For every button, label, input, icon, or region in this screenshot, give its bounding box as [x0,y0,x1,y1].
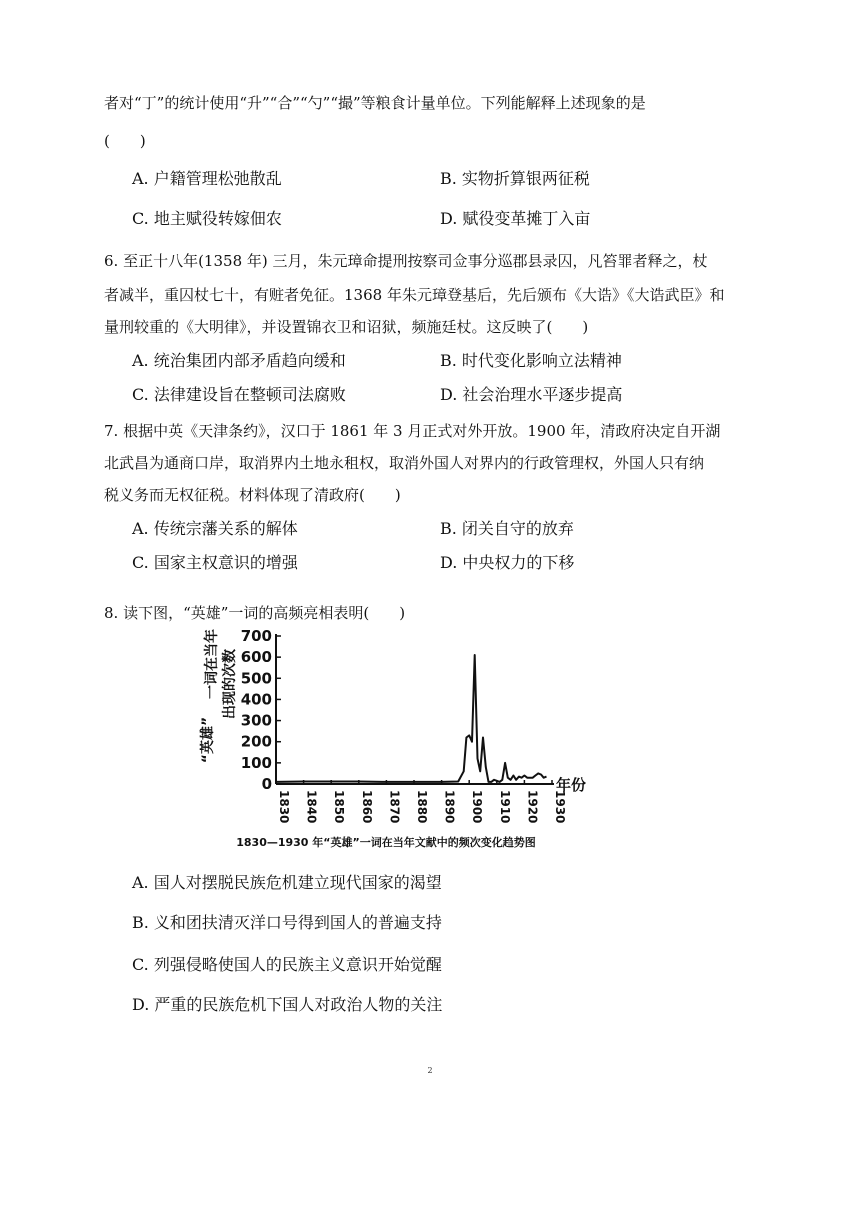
q7-option-b: B. 闭关自守的放弃 [440,519,574,538]
chart-axes [276,634,554,784]
q5-stem-line1: 者对“丁”的统计使用“升”“合”“勺”“撮”等粮食计量单位。下列能解释上述现象的是 [104,94,646,112]
x-tick-label: 1920 [525,790,540,824]
q7-option-a: A. 传统宗藩关系的解体 [132,519,298,538]
x-tick-label: 1900 [470,790,485,824]
q5-answer-blank: ( ) [104,132,146,150]
y-tick-label: 700 [240,627,272,645]
q6-stem-line1: 6. 至正十八年(1358 年) 三月，朱元璋命提刑按察司佥事分巡郡县录囚，凡笞罪者释之，杖 [104,252,708,270]
x-tick-label: 1870 [387,790,402,824]
y-axis-label-part1: “英雄” [200,716,216,764]
page-number: 2 [427,1066,433,1075]
q5-option-a: A. 户籍管理松弛散乱 [132,169,282,188]
x-tick-label: 1850 [332,790,347,824]
q7-stem-line3: 税义务而无权征税。材料体现了清政府( ) [104,486,401,504]
y-tick-label: 100 [240,753,272,772]
q8-option-b: B. 义和团扶清灭洋口号得到国人的普遍支持 [132,913,442,932]
q5-option-c: C. 地主赋役转嫁佃农 [132,209,282,228]
y-axis-label-part2: 一词在当年 [204,629,220,699]
q8-option-a: A. 国人对摆脱民族危机建立现代国家的渴望 [132,873,442,892]
q7-option-d: D. 中央权力的下移 [440,553,575,572]
q6-option-a: A. 统治集团内部矛盾趋向缓和 [132,351,346,370]
x-tick-label: 1910 [497,790,512,824]
y-tick-label: 500 [240,669,272,688]
y-axis-label-part3: 出现的次数 [222,649,238,719]
x-axis-label: 年份 [556,776,587,794]
x-tick-label: 1840 [304,790,319,824]
q5-option-d: D. 赋役变革摊丁入亩 [440,209,591,228]
q7-option-c: C. 国家主权意识的增强 [132,553,298,572]
q8-stem: 8. 读下图，“英雄”一词的高频亮相表明( ) [104,604,406,622]
y-tick-label: 200 [240,732,272,751]
y-tick-label: 400 [240,690,272,709]
series-line-yingxiong [276,655,547,782]
x-tick-label: 1890 [442,790,457,824]
chart-title: 1830—1930 年“英雄”一词在当年文献中的频次变化趋势图 [236,836,536,849]
y-tick-label: 600 [240,648,272,667]
q6-option-d: D. 社会治理水平逐步提高 [440,385,623,404]
q6-option-c: C. 法律建设旨在整顿司法腐败 [132,385,346,404]
x-tick-label: 1860 [359,790,374,824]
frequency-line-chart [186,624,606,860]
q8-option-c: C. 列强侵略使国人的民族主义意识开始觉醒 [132,955,442,974]
q8-option-d: D. 严重的民族危机下国人对政治人物的关注 [132,995,443,1014]
q6-stem-line3: 量刑较重的《大明律》，并设置锦衣卫和诏狱，频施廷杖。这反映了( ) [104,318,589,336]
chart-ticks [241,627,567,823]
q7-stem-line2: 北武昌为通商口岸，取消界内土地永租权，取消外国人对界内的行政管理权，外国人只有纳 [104,454,705,472]
q6-option-b: B. 时代变化影响立法精神 [440,351,622,370]
y-tick-label: 0 [261,775,272,793]
x-tick-label: 1880 [415,790,429,824]
q6-stem-line2: 者减半，重囚杖七十，有赃者免征。1368 年朱元璋登基后，先后颁布《大诰》《大诰武臣》和 [104,286,725,304]
chart-series [276,655,547,782]
q5-option-b: B. 实物折算银两征税 [440,169,590,188]
x-tick-label: 1930 [553,790,567,824]
y-tick-label: 300 [240,711,272,730]
q7-stem-line1: 7. 根据中英《天津条约》，汉口于 1861 年 3 月正式对外开放。1900 年，清政府决定自开湖 [104,422,721,440]
x-tick-label: 1830 [277,790,291,824]
